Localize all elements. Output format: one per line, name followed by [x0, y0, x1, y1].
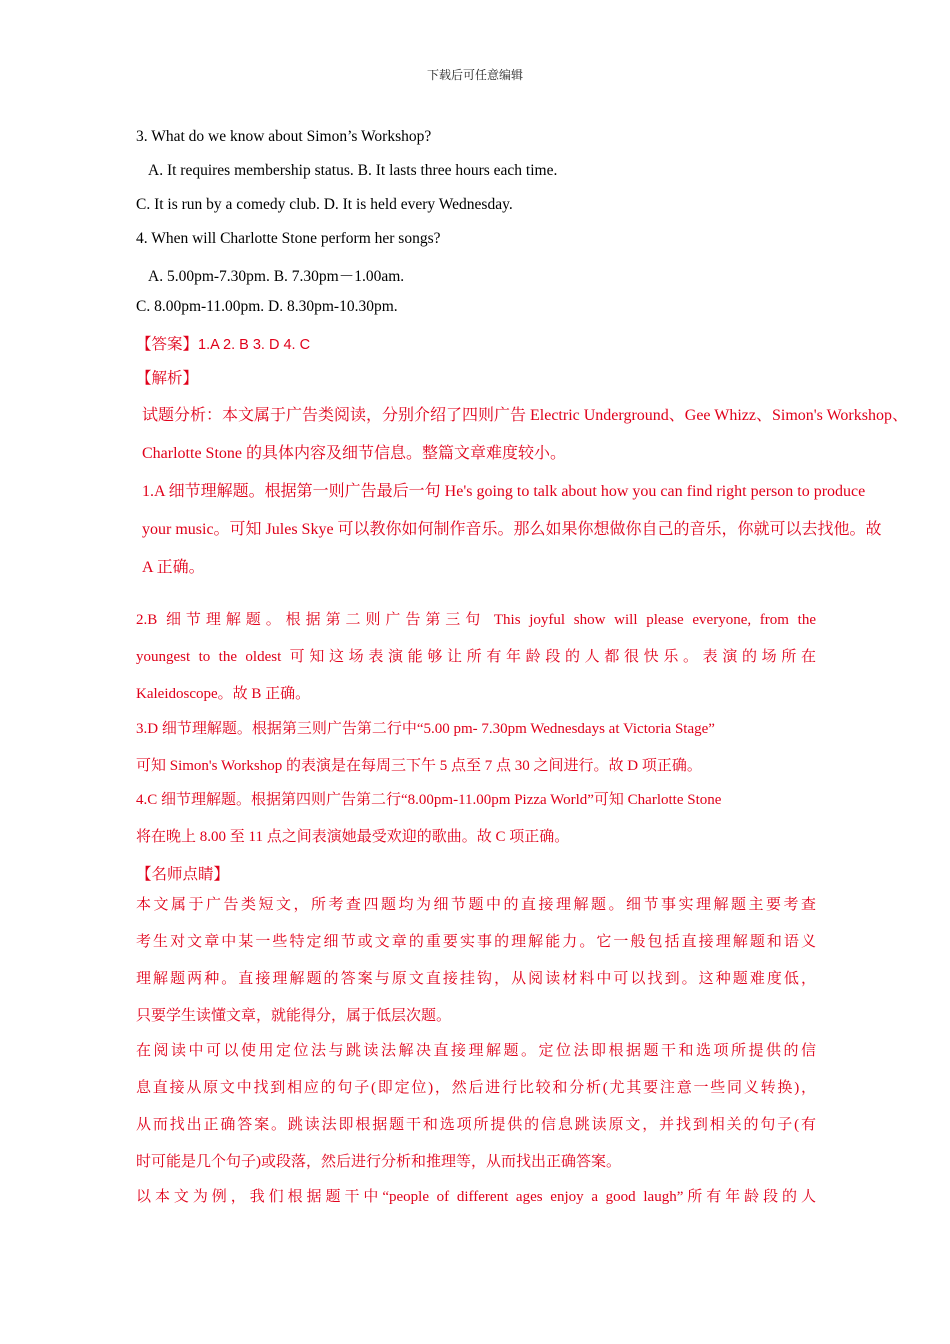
item-3-explanation: [136, 711, 816, 785]
analysis-line-1: 试题分析：本文属于广告类阅读，分别介绍了四则广告 Electric Underground、Gee Whizz、Simon's Workshop、: [142, 407, 908, 424]
tips-paragraph-2: [136, 1033, 816, 1181]
tips-paragraph-3: [136, 1179, 816, 1216]
tips-p1-line-2: 考生对文章中某一些特定细节或文章的重要实事的理解能力。它一般包括直接理解题和语义: [136, 934, 816, 950]
analysis-line-5: A 正确。: [142, 559, 205, 576]
item-2-explanation: [136, 602, 816, 713]
tips-p2-line-2: 息直接从原文中找到相应的句子(即定位)，然后进行比较和分析(尤其要注意一些同义转换)，: [136, 1080, 816, 1096]
item-3-line-2: 可知 Simon's Workshop 的表演是在每周三下午 5 点至 7 点 30 之间进行。故 D 项正确。: [136, 758, 702, 774]
question-3-stem: 3. What do we know about Simon’s Workshop?: [136, 128, 432, 145]
answer-label: 【答案】: [136, 336, 199, 353]
item-4-line-2: 将在晚上 8.00 至 11 点之间表演她最受欢迎的歌曲。故 C 项正确。: [136, 829, 570, 845]
tips-p2-line-3: 从而找出正确答案。跳读法即根据题干和选项所提供的信息跳读原文，并找到相关的句子(有: [136, 1117, 816, 1133]
page-header: 下载后可任意编辑: [426, 68, 523, 82]
tips-p1-line-1: 本文属于广告类短文，所考查四题均为细节题中的直接理解题。细节事实理解题主要考查: [136, 897, 816, 913]
tips-paragraph-1: [136, 887, 816, 1035]
item-4-explanation: [136, 782, 816, 856]
question-3-options-cd: C. It is run by a comedy club. D. It is held every Wednesday.: [136, 196, 513, 213]
question-4-options-ab: A. 5.00pm-7.30pm. B. 7.30pm－1.00am.: [148, 268, 405, 285]
question-4-stem: 4. When will Charlotte Stone perform her songs?: [136, 230, 441, 247]
item-2-line-2: youngest to the oldest 可知这场表演能够让所有年龄段的人都很快乐。表演的场所在: [136, 649, 816, 665]
analysis-line-3: 1.A 细节理解题。根据第一则广告最后一句 He's going to talk about how you can find right person to produce: [142, 483, 866, 500]
analysis-line-2: Charlotte Stone 的具体内容及细节信息。整篇文章难度较小。: [142, 445, 566, 462]
answer-values: 1.A 2. B 3. D 4. C: [198, 337, 311, 353]
item-3-line-1: 3.D 细节理解题。根据第三则广告第二行中“5.00 pm- 7.30pm Wednesdays at Victoria Stage”: [136, 721, 715, 737]
tips-label: 【名师点睛】: [136, 866, 230, 883]
tips-p2-line-1: 在阅读中可以使用定位法与跳读法解决直接理解题。定位法即根据题干和选项所提供的信: [136, 1043, 816, 1059]
answer-line: [136, 332, 310, 354]
tips-p3-line-1: 以本文为例，我们根据题干中“people of different ages enjoy a good laugh”所有年龄段的人: [136, 1189, 816, 1205]
question-4-options-cd: C. 8.00pm-11.00pm. D. 8.30pm-10.30pm.: [136, 298, 398, 315]
tips-p2-line-4: 时可能是几个句子)或段落，然后进行分析和推理等，从而找出正确答案。: [136, 1154, 621, 1170]
analysis-line-4: your music。可知 Jules Skye 可以教你如何制作音乐。那么如果你想做你自己的音乐，你就可以去找他。故: [142, 521, 882, 538]
item-2-line-1: 2.B 细节理解题。根据第二则广告第三句 This joyful show will please everyone, from the: [136, 612, 816, 628]
tips-p1-line-3: 理解题两种。直接理解题的答案与原文直接挂钩，从阅读材料中可以找到。这种题难度低，: [136, 971, 816, 987]
question-3-options-ab: A. It requires membership status. B. It lasts three hours each time.: [148, 162, 558, 179]
tips-p1-line-4: 只要学生读懂文章，就能得分，属于低层次题。: [136, 1008, 452, 1024]
analysis-label: 【解析】: [136, 370, 199, 387]
item-2-line-3: Kaleidoscope。故 B 正确。: [136, 686, 311, 702]
item-4-line-1: 4.C 细节理解题。根据第四则广告第二行“8.00pm-11.00pm Pizza World”可知 Charlotte Stone: [136, 792, 722, 808]
